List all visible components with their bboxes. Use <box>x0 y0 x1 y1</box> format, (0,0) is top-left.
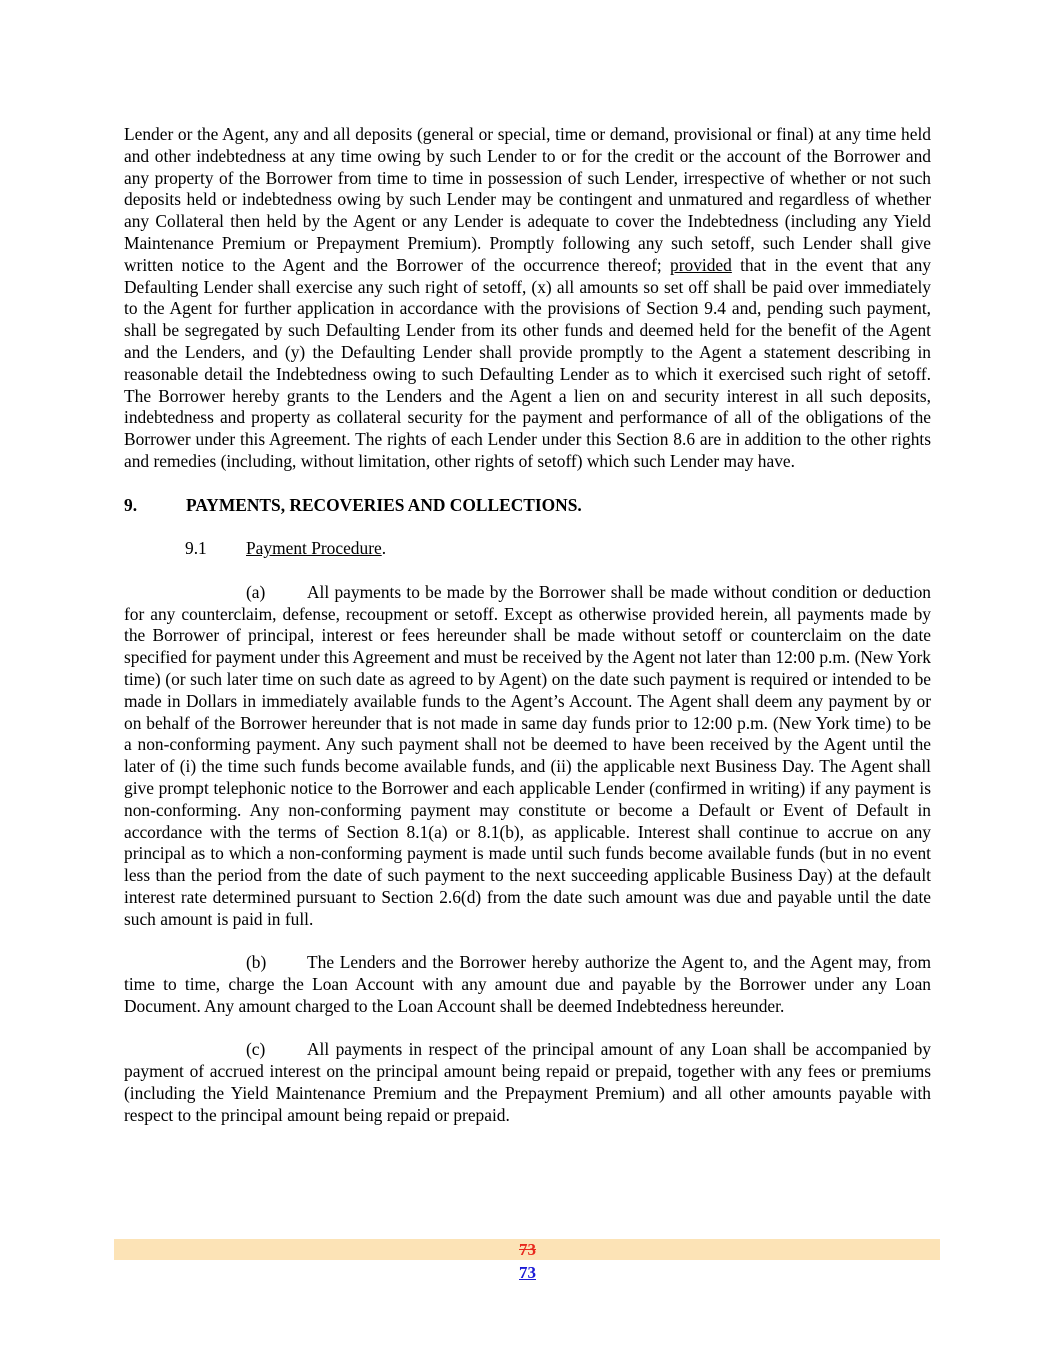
subsection-title: Payment Procedure <box>246 538 382 559</box>
paragraph-marker: (b) <box>246 952 267 973</box>
subsection-number: 9.1 <box>185 538 207 559</box>
page-number-inserted[interactable]: 73 <box>519 1263 536 1282</box>
section-number: 9. <box>124 494 138 515</box>
provided-term: provided <box>670 254 732 275</box>
paragraph-c <box>124 1039 931 1126</box>
setoff-continuation-paragraph <box>124 124 931 473</box>
paragraph-text-part-2: that in the event that any Defaulting Lender shall exercise any such right of setoff, (x) all amounts so set off shall be paid over immediately to the Agent for further application in accordance with the provisions of Section 9.4 and, pending such payment, shall be segregated by such Defaulting Lender from its other funds and deemed held for the benefit of the Agent and the Lenders, and (y) the Defaulting Lender shall provide promptly to the Agent a statement describing in reasonable detail the Indebtedness owing to such Defaulting Lender as to which it exercised such right of setoff. The Borrower hereby grants to the Lenders and the Agent a lien on and security interest in all such deposits, indebtedness and property as collateral security for the payment and performance of all of the obligations of the Borrower under this Agreement. The rights of each Lender under this Section 8.6 are in addition to the other rights and remedies (including, without limitation, other rights of setoff) which such Lender may have. <box>124 254 931 471</box>
subsection-period: . <box>381 538 387 559</box>
paragraph-text-part-1: Lender or the Agent, any and all deposits (general or special, time or demand, provisional or final) at any time held and other indebtedness at any time owing by such Lender to or for the credit or the account of the Borrower and any property of the Borrower from time to time in possession of such Lender, irrespective of whether or not such deposits held or indebtedness owing by such Lender may be contingent and unmatured and regardless of whether any Collateral then held by the Agent or any Lender is adequate to cover the Indebtedness (including any Yield Maintenance Premium or Prepayment Premium). Promptly following any such setoff, such Lender shall give written notice to the Agent and the Borrower of the occurrence thereof; <box>124 124 931 275</box>
subsection-heading <box>124 538 931 560</box>
paragraph-b <box>124 952 931 1017</box>
paragraph-text: The Lenders and the Borrower hereby authorize the Agent to, and the Agent may, from time to time, charge the Loan Account with any amount due and payable by the Borrower under any Loan Document. Any amount charged to the Loan Account shall be deemed Indebtedness hereunder. <box>124 952 931 1016</box>
section-heading <box>124 495 931 517</box>
section-title: PAYMENTS, RECOVERIES AND COLLECTIONS. <box>186 494 582 515</box>
paragraph-text: All payments to be made by the Borrower shall be made without condition or deduction for any counterclaim, defense, recoupment or setoff. Except as otherwise provided herein, all payments made by the Borrower of principal, interest or fees hereunder shall be made without setoff or counterclaim on the date specified for payment under this Agreement and must be received by the Agent not later than 12:00 p.m. (New York time) (or such later time on such date as agreed to by Agent) on the date such payment is required or intended to be made in Dollars in immediately available funds to the Agent’s Account. The Agent shall deem any payment by or on behalf of the Borrower hereunder that is not made in same day funds prior to 12:00 p.m. (New York time) to be a non-conforming payment. Any such payment shall not be deemed to have been received by the Agent until the later of (i) the time such funds become available funds, and (ii) the applicable next Business Day. The Agent shall give prompt telephonic notice to the Borrower and each applicable Lender (confirmed in writing) if any payment is non-conforming. Any non-conforming payment may constitute or become a Default or Event of Default in accordance with the terms of Section 8.1(a) or 8.1(b), as applicable. Interest shall continue to accrue on any principal as to which a non-conforming payment is made until such funds become available funds (but in no event less than the period from the date of such payment to the next succeeding applicable Business Day) at the default interest rate determined pursuant to Section 2.6(d) from the date such amount was due and payable until the date such amount is paid in full. <box>124 581 931 929</box>
paragraph-marker: (a) <box>246 581 266 602</box>
paragraph-a <box>124 582 931 931</box>
document-body <box>124 124 931 1127</box>
page-number-deleted: 73 <box>519 1240 536 1259</box>
paragraph-marker: (c) <box>246 1039 266 1060</box>
paragraph-text: All payments in respect of the principal amount of any Loan shall be accompanied by payment of accrued interest on the principal amount being repaid or prepaid, together with any fees or premiums (including the Yield Maintenance Premium and the Prepayment Premium) and all other amounts payable with respect to the principal amount being repaid or prepaid. <box>124 1039 931 1125</box>
